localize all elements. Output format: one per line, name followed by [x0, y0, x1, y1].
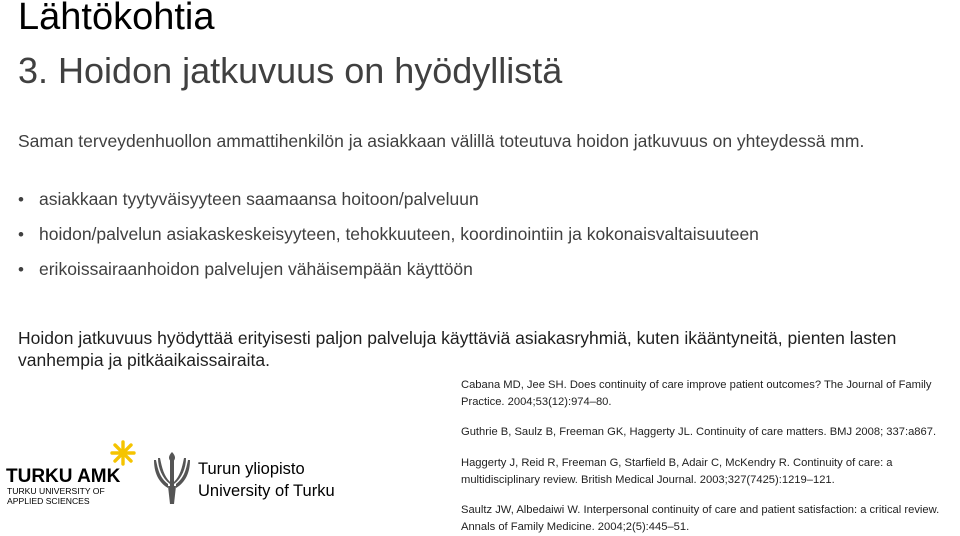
bullet-text: asiakkaan tyytyväisyyteen saamaansa hoitoon/palveluun: [39, 189, 479, 209]
bullet-list: [18, 187, 759, 292]
torch-emblem-icon: [154, 452, 190, 504]
bullet-dot: •: [18, 260, 24, 279]
reference-item: Guthrie B, Saulz B, Freeman GK, Haggerty JL. Continuity of care matters. BMJ 2008; 337:a867.: [461, 426, 937, 438]
bullet-dot: •: [18, 190, 24, 209]
utu-line1: Turun yliopisto: [198, 460, 305, 478]
tamk-name: TURKU AMK: [6, 466, 121, 487]
bullet-text: hoidon/palvelun asiakaskeskeisyyteen, tehokkuuteen, koordinointiin ja kokonaisvaltaisuuteen: [39, 224, 759, 244]
bullet-item: [18, 187, 759, 222]
bullet-item: [18, 222, 759, 257]
utu-line2: University of Turku: [198, 482, 335, 500]
bullet-text: erikoissairaanhoidon palvelujen vähäisempään käyttöön: [39, 259, 473, 279]
bullet-item: [18, 257, 759, 292]
reference-item: Haggerty J, Reid R, Freeman G, Starfield B, Adair C, McKendry R. Continuity of care: a multidisciplinary review. British Medical Journal. 2003;327(7425):1219–121.: [461, 457, 893, 486]
slide-title: Lähtökohtia: [18, 0, 215, 38]
turku-amk-logo: [6, 440, 141, 510]
star-icon: [112, 442, 134, 464]
reference-item: Saultz JW, Albedaiwi W. Interpersonal continuity of care and patient satisfaction: a critical review. Annals of Family Medicine. 2004;2(5):445–51.: [461, 504, 940, 533]
target-groups-paragraph: Hoidon jatkuvuus hyödyttää erityisesti paljon palveluja käyttäviä asiakasryhmiä, kuten ikääntyneitä, pienten lasten vanhempia ja pitkäaikaissairaita.: [18, 328, 897, 370]
intro-paragraph: Saman terveydenhuollon ammattihenkilön ja asiakkaan välillä toteutuva hoidon jatkuvuus on yhteydessä mm.: [18, 131, 865, 151]
reference-item: Cabana MD, Jee SH. Does continuity of care improve patient outcomes? The Journal of Family Practice. 2004;53(12):974–80.: [461, 379, 932, 408]
tamk-line2: APPLIED SCIENCES: [7, 496, 90, 506]
slide-subtitle: 3. Hoidon jatkuvuus on hyödyllistä: [18, 50, 563, 91]
tamk-line1: TURKU UNIVERSITY OF: [7, 486, 105, 496]
bullet-dot: •: [18, 225, 24, 244]
university-of-turku-logo: [152, 452, 342, 512]
